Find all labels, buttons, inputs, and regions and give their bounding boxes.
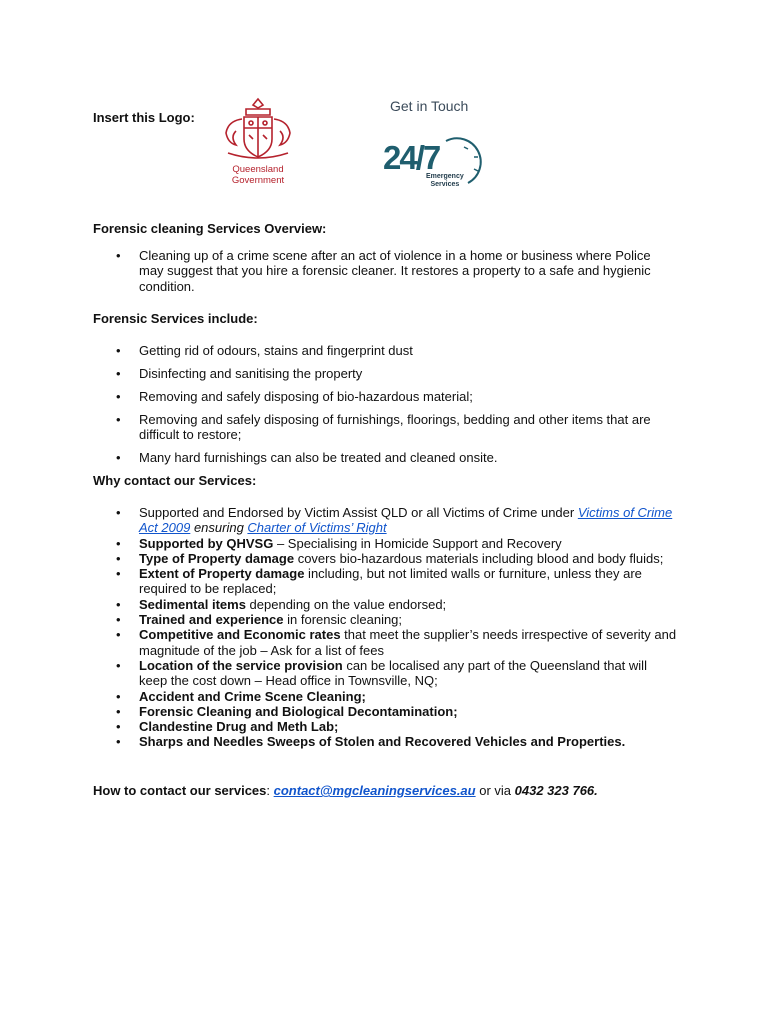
list-item: • Type of Property damage covers bio-hazardous materials including blood and body fluids; [116, 550, 664, 566]
crest-icon [220, 95, 296, 163]
badge-24-7: 24/7 [383, 139, 440, 176]
list-item: • Removing and safely disposing of furnishings, floorings, bedding and other items that are difficult to restore; [116, 411, 651, 443]
list-item: • Trained and experience in forensic cleaning; [116, 612, 403, 628]
badge-title: Get in Touch [390, 98, 469, 114]
list-item: • Many hard furnishings can also be treated and cleaned onsite. [116, 450, 498, 466]
list-item: • Supported and Endorsed by Victim Assist QLD or all Victims of Crime under Victims of Crime Act 2009 ensuring Charter of Victims’ Right [116, 505, 673, 536]
list-item: • Cleaning up of a crime scene after an act of violence in a home or business where Police may suggest that you hire a forensic cleaner. It restores a property to a safe and hygienic condition. [116, 248, 651, 294]
list-item: • Accident and Crime Scene Cleaning; [116, 688, 366, 704]
contact-email-link[interactable]: contact@mgcleaningservices.au [273, 783, 476, 798]
why-heading: Why contact our Services: [93, 473, 257, 488]
list-item: • Removing and safely disposing of bio-hazardous material; [116, 388, 473, 404]
contact-phone: 0432 323 766. [514, 783, 598, 798]
contact-label: How to contact our services [93, 783, 267, 798]
list-item: • Extent of Property damage including, but not limited walls or furniture, unless they are required to be replaced; [116, 566, 642, 597]
charter-of-victims-right-link[interactable]: Charter of Victims’ Right [247, 520, 387, 536]
list-item: • Disinfecting and sanitising the property [116, 365, 363, 381]
qld-logo-line2: Government [231, 175, 285, 186]
list-item: • Supported by QHVSG – Specialising in Homicide Support and Recovery [116, 535, 562, 551]
list-item: • Forensic Cleaning and Biological Decontamination; [116, 703, 458, 719]
overview-list [93, 248, 678, 294]
list-item: • Competitive and Economic rates that meet the supplier’s needs irrespective of severity and magnitude of the job – Ask for a list of fees [116, 627, 677, 658]
victims-of-crime-act-link[interactable]: Victims of Crime Act 2009 [139, 505, 673, 536]
list-item: • Sharps and Needles Sweeps of Stolen and Recovered Vehicles and Properties. [116, 734, 626, 750]
overview-heading: Forensic cleaning Services Overview: [93, 221, 327, 236]
includes-heading: Forensic Services include: [93, 311, 258, 326]
why-list [93, 505, 678, 750]
logo-label: Insert this Logo: [93, 110, 195, 125]
list-item: • Location of the service provision can be localised any part of the Queensland that will keep the cost down – Head office in Townsville, NQ; [116, 657, 647, 689]
badge-sub: Emergency Services [426, 173, 464, 188]
contact-line: How to contact our services: contact@mgcleaningservices.au or via 0432 323 766. [93, 783, 598, 798]
list-item: • Sedimental items depending on the value endorsed; [116, 596, 447, 612]
logo-section [93, 95, 693, 195]
list-item: • Clandestine Drug and Meth Lab; [116, 719, 339, 735]
includes-list [93, 343, 678, 466]
list-item: • Getting rid of odours, stains and fingerprint dust [116, 343, 413, 358]
get-in-touch-badge [378, 95, 503, 195]
queensland-government-logo [220, 95, 296, 191]
qld-logo-line1: Queensland [232, 164, 284, 175]
